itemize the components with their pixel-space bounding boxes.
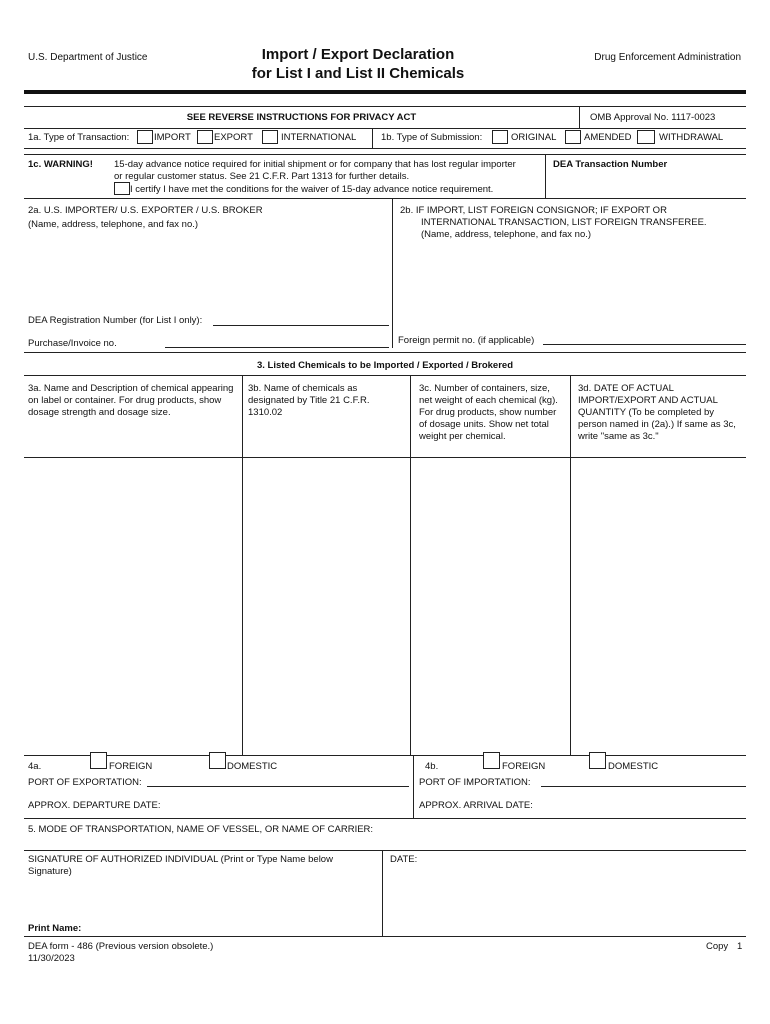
col-3b-3c-divider [410, 375, 411, 755]
privacy-banner: SEE REVERSE INSTRUCTIONS FOR PRIVACY ACT [186, 112, 417, 123]
print-name-label: Print Name: [28, 923, 82, 934]
dea-registration-field[interactable] [213, 325, 389, 326]
port-of-importation-field[interactable] [541, 786, 746, 787]
copy-label: Copy [706, 941, 729, 952]
chemical-name-header: 3b. Name of chemicals as designated by Title 21 C.F.R. 1310.02 [248, 383, 370, 418]
warning-divider [545, 154, 546, 198]
consignor-subtitle: (Name, address, telephone, and fax no.) [421, 229, 592, 240]
import-foreign-label: FOREIGN [502, 761, 546, 772]
departure-date-label: APPROX. DEPARTURE DATE: [28, 800, 161, 811]
section2-divider [392, 198, 393, 348]
export-foreign-label: FOREIGN [109, 761, 153, 772]
foreign-permit-label: Foreign permit no. (if applicable) [398, 335, 535, 346]
signature-bottom-rule [24, 936, 746, 937]
privacy-divider [579, 106, 580, 128]
form-number: DEA form - 486 (Previous version obsolete.) [28, 941, 214, 952]
containers-weight-header: 3c. Number of containers, size, net weight of each chemical (kg). For drug products, show number of dosage units. Show net total weight per chemical. [419, 383, 558, 442]
amended-label: AMENDED [584, 132, 632, 143]
warning-line1: 15-day advance notice required for initial shipment or for company that has lost regular importer [114, 159, 516, 170]
port-of-importation-label: PORT OF IMPORTATION: [419, 777, 531, 788]
importer-title: 2a. U.S. IMPORTER/ U.S. EXPORTER / U.S. BROKER [28, 205, 263, 216]
row1-bottom-rule [24, 148, 746, 149]
actual-date-quantity-header: 3d. DATE OF ACTUAL IMPORT/EXPORT AND ACTUAL QUANTITY (To be completed by person named in (2a).) If same as 3c, write "same as 3c." [578, 383, 736, 442]
submission-type-label: 1b. Type of Submission: [381, 132, 483, 143]
col-3a-3b-divider [242, 375, 243, 755]
export-domestic-label: DOMESTIC [227, 761, 278, 772]
privacy-top-rule [24, 106, 746, 107]
form-title-line1: Import / Export Declaration [261, 46, 455, 63]
signature-divider [382, 850, 383, 936]
amended-checkbox[interactable] [565, 130, 581, 144]
transaction-type-label: 1a. Type of Transaction: [28, 132, 130, 143]
importer-subtitle: (Name, address, telephone, and fax no.) [28, 219, 199, 230]
section3-header-rule [24, 375, 746, 376]
arrival-date-label: APPROX. ARRIVAL DATE: [419, 800, 533, 811]
purchase-invoice-label: Purchase/Invoice no. [28, 338, 117, 349]
row1-top-rule [24, 128, 746, 129]
waiver-certify-text: I certify I have met the conditions for the waiver of 15-day advance notice requirement. [130, 184, 494, 195]
signature-label: SIGNATURE OF AUTHORIZED INDIVIDUAL (Print or Type Name below Signature) [28, 854, 333, 877]
warning-label: 1c. WARNING! [28, 159, 93, 170]
warning-top-rule [24, 154, 746, 155]
section4-top-rule [24, 755, 746, 756]
date-label: DATE: [390, 854, 418, 865]
dea-registration-label: DEA Registration Number (for List I only): [28, 315, 203, 326]
header-rule [24, 90, 746, 94]
chemical-description-header: 3a. Name and Description of chemical appearing on label or container. For drug products, show dosage strength and dosage size. [28, 383, 234, 418]
export-checkbox[interactable] [197, 130, 213, 144]
foreign-permit-field[interactable] [543, 344, 746, 345]
section3-column-rule [24, 457, 746, 458]
section4-divider [413, 755, 414, 818]
form-title-line2: for List I and List II Chemicals [251, 65, 465, 82]
export-foreign-checkbox[interactable] [90, 752, 107, 769]
consignor-title-line1: 2b. IF IMPORT, LIST FOREIGN CONSIGNOR; IF EXPORT OR [400, 205, 667, 216]
purchase-invoice-field[interactable] [165, 347, 389, 348]
transport-mode-label: 5. MODE OF TRANSPORTATION, NAME OF VESSEL, OR NAME OF CARRIER: [28, 824, 374, 835]
export-domestic-checkbox[interactable] [209, 752, 226, 769]
form-date: 11/30/2023 [28, 953, 75, 964]
warning-line2: or regular customer status. See 21 C.F.R. Part 1313 for further details. [114, 171, 410, 182]
withdrawal-checkbox[interactable] [637, 130, 655, 144]
signature-top-rule [24, 850, 746, 851]
import-foreign-checkbox[interactable] [483, 752, 500, 769]
col-3c-3d-divider [570, 375, 571, 755]
original-label: ORIGINAL [511, 132, 557, 143]
dea-transaction-number-label: DEA Transaction Number [553, 159, 668, 170]
agency-name: Drug Enforcement Administration [594, 52, 741, 63]
omb-approval: OMB Approval No. 1117-0023 [590, 112, 716, 123]
international-checkbox[interactable] [262, 130, 278, 144]
copy-number: 1 [737, 941, 743, 952]
import-checkbox[interactable] [137, 130, 153, 144]
withdrawal-label: WITHDRAWAL [659, 132, 724, 143]
section5-top-rule [24, 818, 746, 819]
section3-top-rule [24, 352, 746, 353]
import-domestic-checkbox[interactable] [589, 752, 606, 769]
warning-bottom-rule [24, 198, 746, 199]
waiver-checkbox[interactable] [114, 182, 130, 195]
import-label: IMPORT [154, 132, 191, 143]
department-name: U.S. Department of Justice [28, 52, 148, 63]
port-of-exportation-field[interactable] [147, 786, 409, 787]
row1-divider [372, 128, 373, 148]
export-label: EXPORT [214, 132, 253, 143]
original-checkbox[interactable] [492, 130, 508, 144]
international-label: INTERNATIONAL [281, 132, 357, 143]
section3-title: 3. Listed Chemicals to be Imported / Exported / Brokered [256, 360, 514, 371]
import-domestic-label: DOMESTIC [608, 761, 659, 772]
import-port-label-4b: 4b. [425, 761, 439, 772]
port-of-exportation-label: PORT OF EXPORTATION: [28, 777, 142, 788]
export-port-label-4a: 4a. [28, 761, 42, 772]
consignor-title-line2: INTERNATIONAL TRANSACTION, LIST FOREIGN TRANSFEREE. [421, 217, 707, 228]
